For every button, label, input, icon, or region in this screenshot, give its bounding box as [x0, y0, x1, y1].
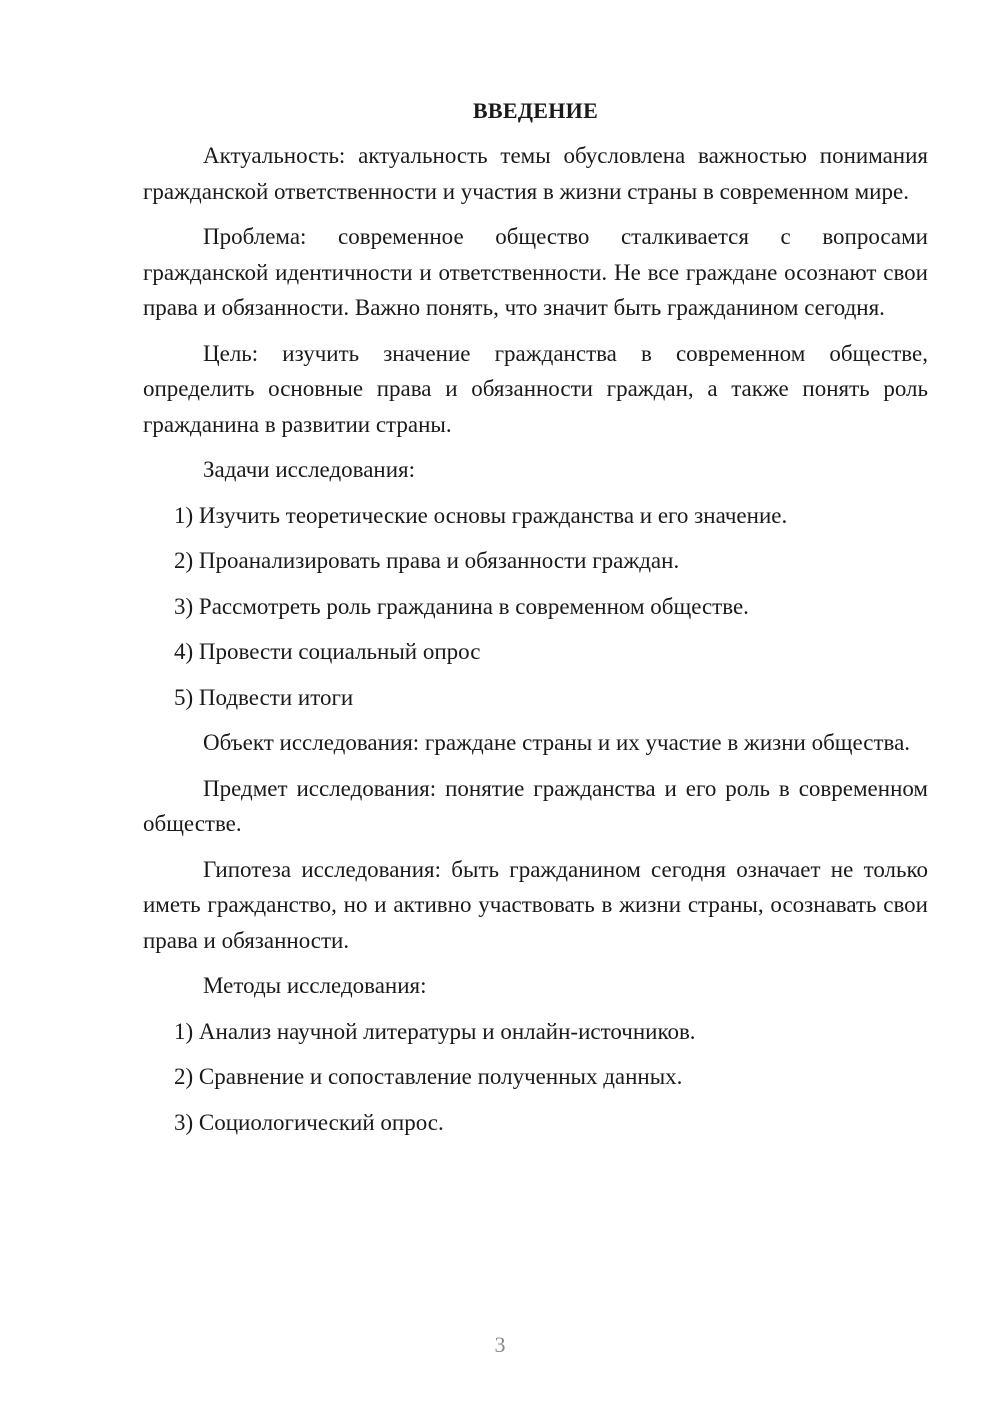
- paragraph-relevance: Актуальность: актуальность темы обусловлена важностью понимания гражданской ответственности и участия в жизни страны в современном мире.: [143, 143, 928, 204]
- list-item: 1) Анализ научной литературы и онлайн-источников.: [174, 1018, 696, 1044]
- paragraph-goal: Цель: изучить значение гражданства в современном обществе, определить основные права и обязанности граждан, а также понять роль гражданина в развитии страны.: [143, 340, 928, 437]
- list-item: 3) Социологический опрос.: [174, 1109, 444, 1135]
- list-item: 2) Сравнение и сопоставление полученных данных.: [174, 1064, 683, 1089]
- list-item: 4) Провести социальный опрос: [174, 639, 481, 664]
- methods-heading: Методы исследования:: [203, 973, 427, 998]
- paragraph-problem: Проблема: современное общество сталкивается с вопросами гражданской идентичности и ответственности. Не все граждане осознают свои права и обязанности. Важно понять, что значит быть гражданином сегодня.: [143, 224, 928, 320]
- paragraph-subject: Предмет исследования: понятие гражданства и его роль в современном обществе.: [143, 775, 928, 836]
- list-item: 1) Изучить теоретические основы гражданства и его значение.: [174, 502, 788, 528]
- paragraph-hypothesis: Гипотеза исследования: быть гражданином сегодня означает не только иметь гражданство, но и активно участвовать в жизни страны, осознавать свои права и обязанности.: [143, 856, 928, 953]
- methods-list: [143, 1014, 928, 1141]
- list-item: 2) Проанализировать права и обязанности граждан.: [174, 548, 680, 573]
- section-title: ВВЕДЕНИЕ: [472, 98, 599, 123]
- page-number: 3: [494, 1332, 506, 1357]
- tasks-list: [143, 498, 928, 716]
- list-item: 5) Подвести итоги: [174, 684, 354, 710]
- page-content: [143, 96, 928, 1150]
- tasks-heading: Задачи исследования:: [203, 457, 416, 482]
- list-item: 3) Рассмотреть роль гражданина в современном обществе.: [174, 593, 749, 619]
- paragraph-object: Объект исследования: граждане страны и их участие в жизни общества.: [203, 730, 911, 755]
